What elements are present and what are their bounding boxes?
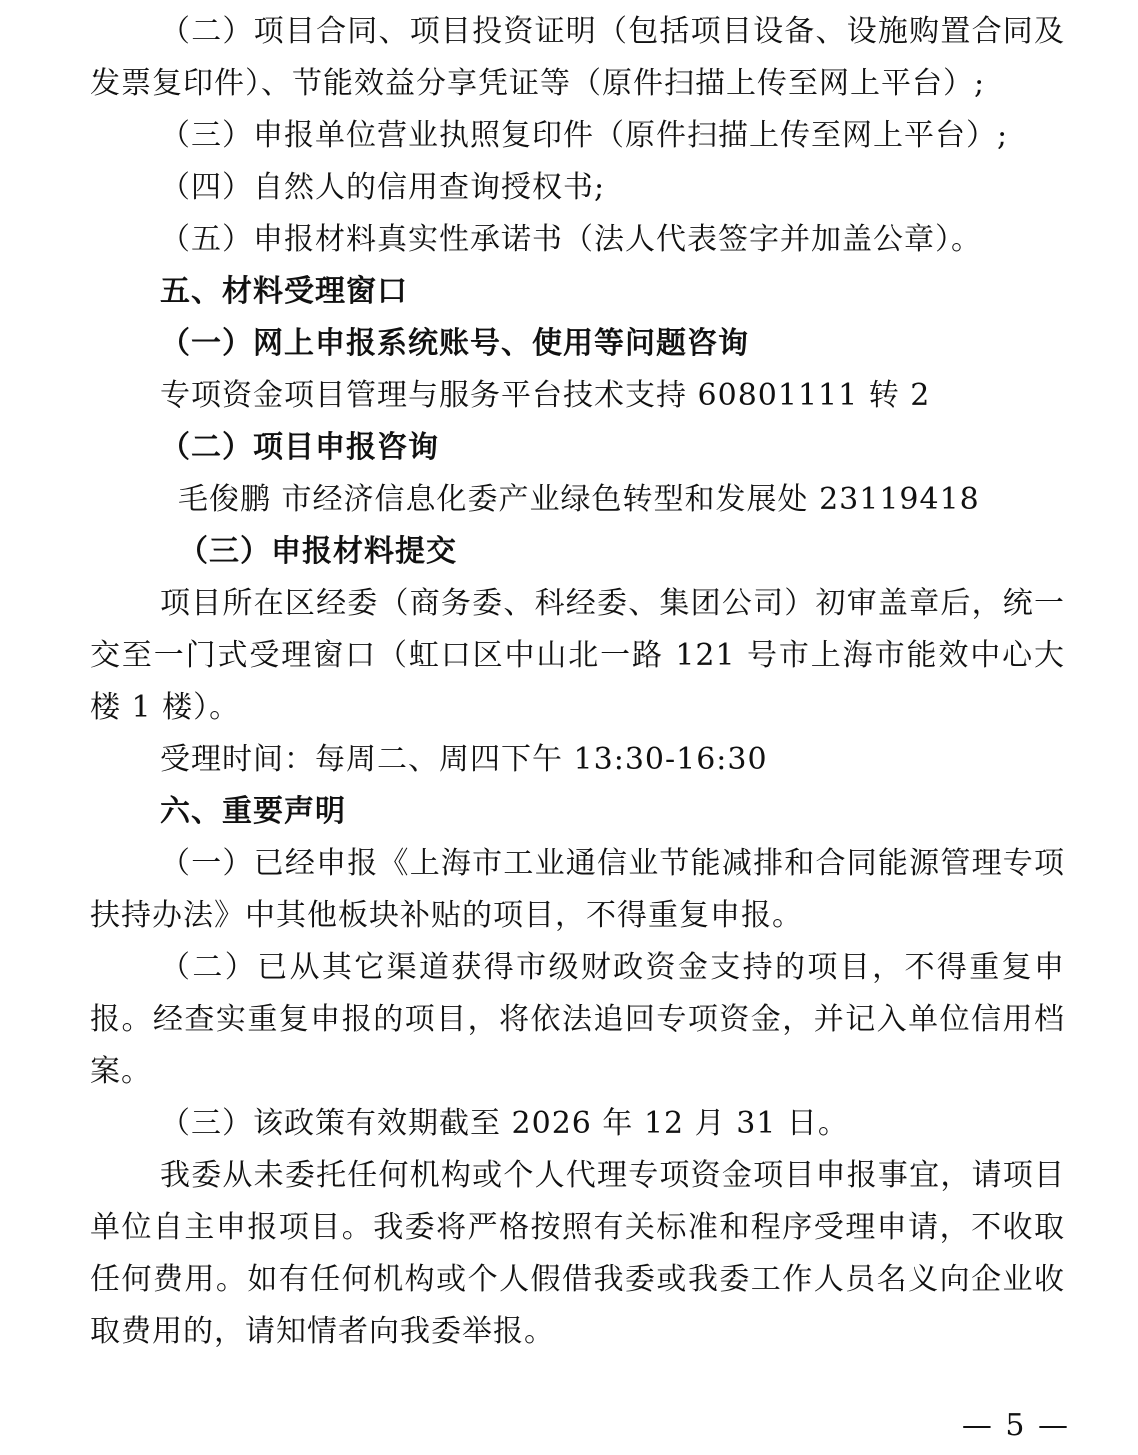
submission-paragraph: 项目所在区经委（商务委、科经委、集团公司）初审盖章后，统一交至一门式受理窗口（虹口区中山北一路 121 号市上海市能效中心大楼 1 楼）。 <box>90 586 1065 725</box>
paragraph-item-5: （五）申报材料真实性承诺书（法人代表签字并加盖公章）。 <box>160 222 982 257</box>
paragraph-item-3: （三）申报单位营业执照复印件（原件扫描上传至网上平台）; <box>160 118 1009 153</box>
statement-item-1: （一）已经申报《上海市工业通信业节能减排和合同能源管理专项扶持办法》中其他板块补贴的项目，不得重复申报。 <box>90 846 1065 933</box>
statement-item-3: （三）该政策有效期截至 2026 年 12 月 31 日。 <box>160 1106 849 1141</box>
subheading-online-support: （一）网上申报系统账号、使用等问题咨询 <box>160 326 749 361</box>
closing-paragraph: 我委从未委托任何机构或个人代理专项资金项目申报事宜，请项目单位自主申报项目。我委将严格按照有关标准和程序受理申请，不收取任何费用。如有任何机构或个人假借我委或我委工作人员名义向企业收取费用的，请知情者向我委举报。 <box>90 1158 1065 1349</box>
paragraph-item-4: （四）自然人的信用查询授权书; <box>160 170 606 205</box>
statement-item-2: （二）已从其它渠道获得市级财政资金支持的项目，不得重复申报。经查实重复申报的项目，将依法追回专项资金，并记入单位信用档案。 <box>90 950 1065 1089</box>
page-number: — 5 — <box>961 1408 1070 1443</box>
office-hours: 受理时间：每周二、周四下午 13:30-16:30 <box>160 742 768 777</box>
subheading-submission: （三）申报材料提交 <box>178 534 457 569</box>
contact-consultation: 毛俊鹏 市经济信息化委产业绿色转型和发展处 23119418 <box>178 482 980 517</box>
paragraph-item-2: （二）项目合同、项目投资证明（包括项目设备、设施购置合同及发票复印件）、节能效益分享凭证等（原件扫描上传至网上平台）; <box>90 14 1065 101</box>
subheading-consultation: （二）项目申报咨询 <box>160 430 439 465</box>
contact-tech-support: 专项资金项目管理与服务平台技术支持 60801111 转 2 <box>160 378 931 413</box>
section-heading-5: 五、材料受理窗口 <box>160 274 408 309</box>
section-heading-6: 六、重要声明 <box>160 794 346 829</box>
document-body <box>90 6 1065 1358</box>
